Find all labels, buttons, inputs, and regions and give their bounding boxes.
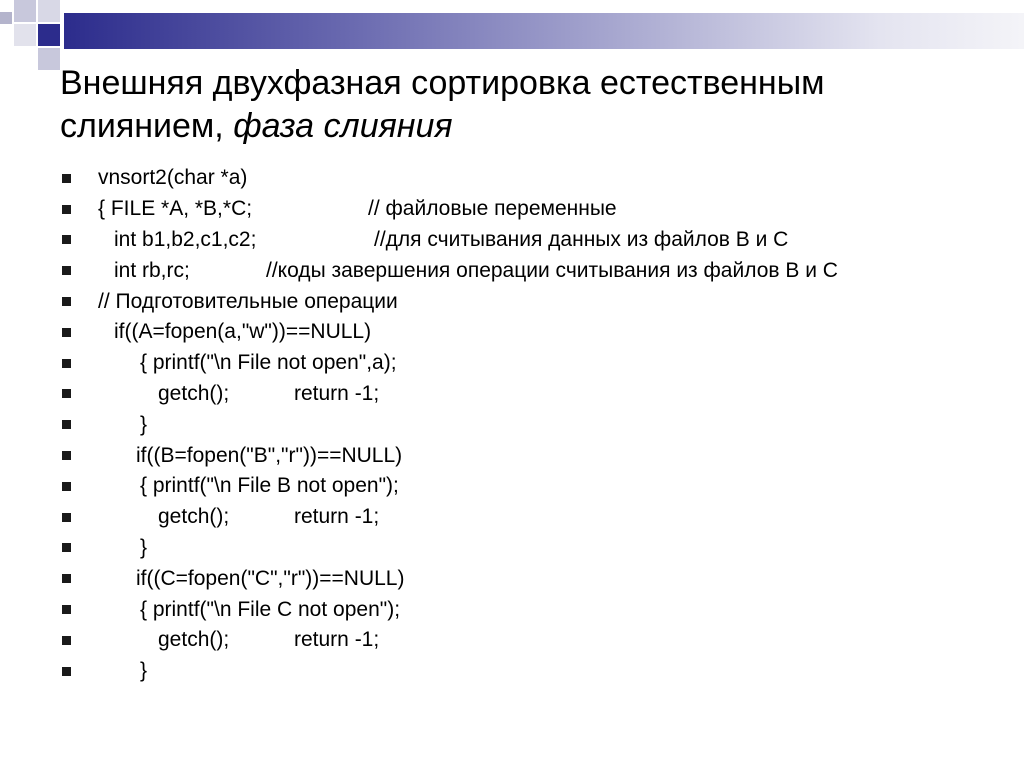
code-text <box>140 348 397 379</box>
bullet-square-icon <box>62 543 71 552</box>
code-text <box>114 317 371 348</box>
bullet-square-icon <box>62 328 71 337</box>
list-item <box>62 286 1012 317</box>
code-text <box>140 533 147 564</box>
code-segment: getch(); <box>158 381 230 405</box>
list-item <box>62 194 1012 225</box>
code-text <box>114 255 838 286</box>
list-item <box>62 533 1012 564</box>
list-item <box>62 409 1012 440</box>
bullet-square-icon <box>62 451 71 460</box>
code-text <box>140 409 147 440</box>
code-segment: getch(); <box>158 628 230 652</box>
list-item <box>62 594 1012 625</box>
bullet-square-icon <box>62 636 71 645</box>
code-segment: { printf("\n File B not open"); <box>140 474 399 498</box>
code-text <box>140 594 400 625</box>
code-text <box>158 379 380 410</box>
list-item <box>62 225 1012 256</box>
list-item <box>62 656 1012 687</box>
title-line-2-normal: слиянием, <box>60 107 234 145</box>
list-item <box>62 379 1012 410</box>
header-gradient-bar <box>64 13 1024 49</box>
code-segment: int b1,b2,c1,c2; <box>114 227 257 251</box>
list-item <box>62 471 1012 502</box>
title-line-2-italic: фаза слияния <box>233 107 453 145</box>
comment-segment: return -1; <box>294 505 380 529</box>
code-segment: } <box>140 412 148 436</box>
bullet-square-icon <box>62 482 71 491</box>
bullet-square-icon <box>62 574 71 583</box>
comment-segment: return -1; <box>294 628 380 652</box>
code-text <box>158 625 380 656</box>
list-item <box>62 255 1012 286</box>
bullet-square-icon <box>62 174 71 183</box>
code-text <box>158 502 380 533</box>
code-segment: if((C=fopen("C","r"))==NULL) <box>136 566 405 590</box>
code-text <box>98 163 247 194</box>
bullet-square-icon <box>62 297 71 306</box>
code-segment: if((B=fopen("B","r"))==NULL) <box>136 443 403 467</box>
code-segment: if((A=fopen(a,"w"))==NULL) <box>114 320 372 344</box>
code-segment: getch(); <box>158 505 230 529</box>
code-segment: { printf("\n File C not open"); <box>140 597 401 621</box>
list-item <box>62 502 1012 533</box>
code-text <box>114 225 789 256</box>
list-item <box>62 563 1012 594</box>
bullet-square-icon <box>62 389 71 398</box>
title-line-2 <box>60 105 980 148</box>
list-item <box>62 440 1012 471</box>
code-text <box>136 563 404 594</box>
list-item <box>62 348 1012 379</box>
code-text <box>140 656 147 687</box>
bullet-square-icon <box>62 513 71 522</box>
title-line-1: Внешняя двухфазная сортировка естественным <box>60 64 825 102</box>
comment-segment: //для считывания данных из файлов B и C <box>374 227 789 251</box>
code-text <box>98 194 617 225</box>
bullet-square-icon <box>62 605 71 614</box>
comment-segment: // файловые переменные <box>368 197 617 221</box>
bullet-square-icon <box>62 205 71 214</box>
list-item <box>62 317 1012 348</box>
bullet-square-icon <box>62 266 71 275</box>
bullet-square-icon <box>62 420 71 429</box>
code-text <box>98 286 398 317</box>
list-item <box>62 163 1012 194</box>
list-item <box>62 625 1012 656</box>
slide-title <box>60 62 980 148</box>
bullet-square-icon <box>62 235 71 244</box>
bullet-square-icon <box>62 667 71 676</box>
code-segment: } <box>140 535 148 559</box>
code-bullet-list <box>62 163 1012 687</box>
bullet-square-icon <box>62 359 71 368</box>
code-segment: // Подготовительные операции <box>98 289 398 313</box>
comment-segment: return -1; <box>294 381 380 405</box>
code-segment: vnsort2(char *a) <box>98 166 248 190</box>
code-text <box>140 471 399 502</box>
code-segment: { printf("\n File not open",a); <box>140 351 397 375</box>
code-segment: { FILE *A, *B,*C; <box>98 197 253 221</box>
comment-segment: //коды завершения операции считывания из файлов B и C <box>266 258 838 282</box>
code-segment: } <box>140 659 148 683</box>
code-segment: int rb,rc; <box>114 258 190 282</box>
code-text <box>136 440 402 471</box>
